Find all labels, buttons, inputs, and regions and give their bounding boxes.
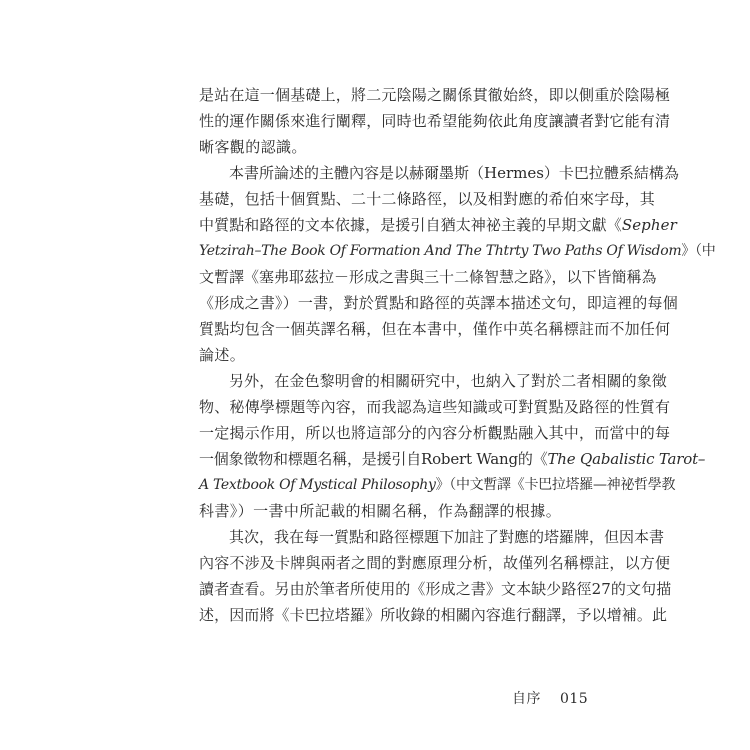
text-line: 內容不涉及卡牌與兩者之間的對應原理分析，故僅列名稱標註，以方便 <box>199 554 671 572</box>
text-run: A Textbook Of Mystical Philosophy》（中文暫譯《卡巴拉塔羅—神祕哲學教 <box>199 477 676 493</box>
text-line: 論述。 <box>199 346 246 364</box>
text-line: 讀者查看。另由於筆者所使用的《形成之書》文本缺少路徑27的文句描 <box>199 580 672 598</box>
text-line <box>199 472 676 498</box>
text-run: 中質點和路徑的文本依據，是援引自猶太神祕主義的早期文獻《Sepher <box>199 216 677 234</box>
text-line <box>199 446 706 472</box>
text-line: 性的運作關係來進行闡釋，同時也希望能夠依此角度讓讀者對它能有清 <box>199 112 671 130</box>
page-footer <box>512 688 588 708</box>
text-line: 述，因而將《卡巴拉塔羅》所收錄的相關內容進行翻譯，予以增補。此 <box>199 606 668 624</box>
text-run: 一個象徵物和標題名稱，是援引自Robert Wang的《The Qabalistic Tarot– <box>199 450 706 468</box>
text-line: 其次，我在每一質點和路徑標題下加註了對應的塔羅牌，但因本書 <box>229 528 665 546</box>
text-line: 物、秘傳學標題等內容，而我認為這些知識或可對質點及路徑的性質有 <box>199 398 671 416</box>
text-line: 《形成之書》）一書，對於質點和路徑的英譯本描述文句，即這裡的每個 <box>199 294 678 312</box>
text-line: 文暫譯《塞弗耶茲拉－形成之書與三十二條智慧之路》，以下皆簡稱為 <box>199 268 657 286</box>
text-line <box>199 238 716 264</box>
body-text <box>199 82 716 628</box>
text-line: 質點均包含一個英譯名稱，但在本書中，僅作中英名稱標註而不加任何 <box>199 320 671 338</box>
text-run: Yetzirah–The Book Of Formation And The Thtrty Two Paths Of Wisdom》（中 <box>199 243 716 259</box>
text-line: 晰客觀的認識。 <box>199 138 307 156</box>
text-line <box>199 212 677 238</box>
text-line: 是站在這一個基礎上，將二元陰陽之關係貫徹始終，即以側重於陰陽極 <box>199 86 671 104</box>
text-line: 另外，在金色黎明會的相關研究中，也納入了對於二者相關的象徵 <box>229 372 667 390</box>
text-line: 基礎，包括十個質點、二十二條路徑，以及相對應的希伯來字母，其 <box>199 190 656 208</box>
text-line: 科書》）一書中所記載的相關名稱，作為翻譯的根據。 <box>199 502 562 520</box>
text-line: 一定揭示作用，所以也將這部分的內容分析觀點融入其中，而當中的每 <box>199 424 671 442</box>
text-line: 本書所論述的主體內容是以赫爾墨斯（Hermes）卡巴拉體系結構為 <box>229 164 679 182</box>
section-title: 自序 <box>512 691 541 707</box>
page-number: 015 <box>559 691 589 707</box>
